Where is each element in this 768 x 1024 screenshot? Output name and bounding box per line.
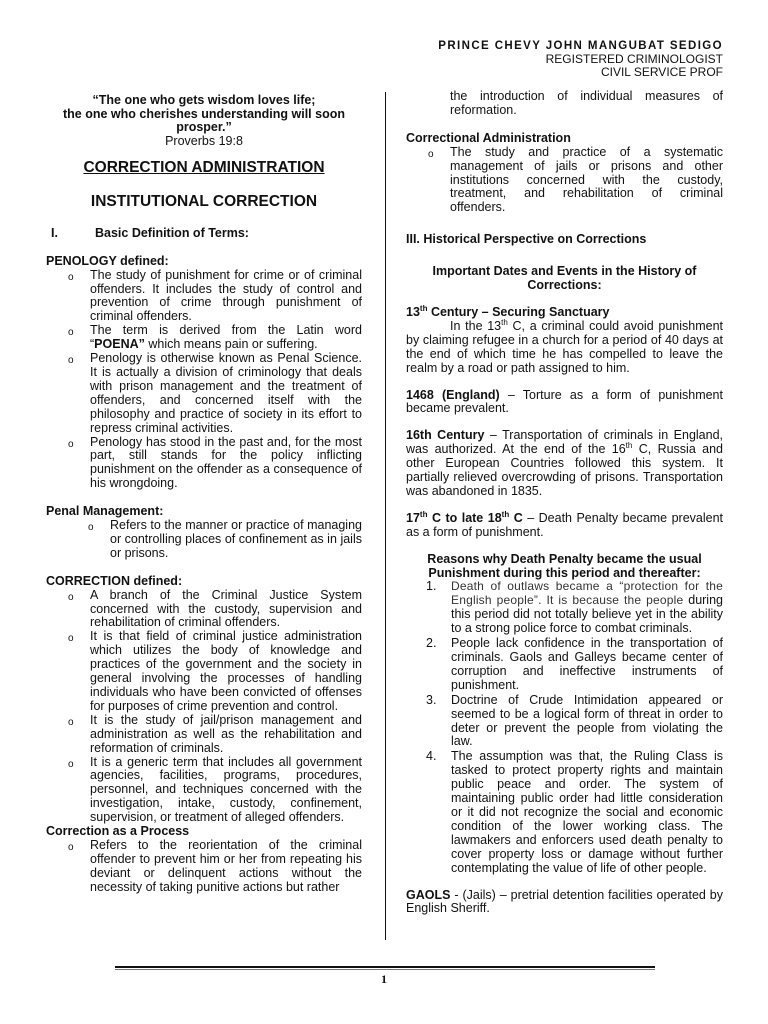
paragraph-17th-century: 17th C to late 18th C – Death Penalty became prevalent as a form of punishment. [406, 509, 724, 539]
left-column [46, 90, 362, 895]
list-item: o A branch of the Criminal Justice System concerned with the custody, supervision and rehabilitation of criminal offenders. [68, 587, 362, 630]
epigraph-reference: Proverbs 19:8 [165, 133, 243, 148]
list-item: o Penology has stood in the past and, for the most part, still stands for the policy inflicting punishment on the offender as a consequence of his wrongdoing. [68, 434, 362, 491]
footer-rule-thin [115, 969, 655, 970]
penology-list [46, 269, 362, 492]
author-credential-2: CIVIL SERVICE PROF [600, 65, 723, 79]
list-item: 3. Doctrine of Crude Intimidation appeared or seemed to be a logical form of threat in order to deter or prevent the people from violating the law. [426, 692, 723, 749]
list-item: o The term is derived from the Latin word “POENA” which means pain or suffering. [68, 323, 362, 352]
paragraph-16th-century: 16th Century – Transportation of criminals in England, was authorized. At the end of the 16th C, Russia and other European Countries followed this system. It partially relieved overcrowding of prisons. Transportation was abandoned in 1835. [406, 428, 723, 498]
correction-process-list [46, 839, 362, 895]
continuation-list [406, 90, 723, 118]
paragraph-13th-century: In the 13th C, a criminal could avoid punishment by claiming refugee in a church for a period of 40 days at the end of which time he has compelled to leave the realm by a road or path assigned to him. [406, 317, 723, 375]
term-correction: CORRECTION defined: [46, 573, 183, 588]
section-heading-3: III. Historical Perspective on Corrections [406, 232, 647, 247]
heading-13th-century: 13th Century – Securing Sanctuary [406, 303, 610, 319]
dates-heading: Important Dates and Events in the History of Corrections: [432, 264, 697, 293]
correction-list [46, 589, 362, 825]
list-item: o It is the study of jail/prison management and administration as well as the rehabilitation and reformation of criminals. [68, 712, 362, 755]
list-item: o Penology is otherwise known as Penal Science. It is actually a division of criminology that deals with prison management and the treatment of offenders, and concerned itself with the philosophy and practice of society in its effort to repress criminal activities. [68, 351, 362, 435]
right-column [406, 90, 723, 916]
penal-management-list [46, 519, 362, 561]
list-item: o Refers to the manner or practice of managing or controlling places of confinement as in jails or prisons. [88, 518, 362, 560]
list-item: 4. The assumption was that, the Ruling Class is tasked to protect property rights and maintain public peace and order. The system of maintaining public order had little consideration or it did not recognize the social and economic condition of the lower working class. The lawmakers and enforcers used death penalty to cover property loss or damage without further contemplating the value of life of other people. [426, 749, 723, 875]
author-header [438, 40, 723, 79]
author-credential: REGISTERED CRIMINOLOGIST [545, 52, 723, 66]
term-correction-process: Correction as a Process [46, 824, 190, 839]
page-number: 1 [381, 972, 387, 986]
epigraph-line-1: “The one who gets wisdom loves life; [92, 93, 316, 107]
term-penal-management: Penal Management: [46, 504, 164, 519]
document-title: CORRECTION ADMINISTRATION [83, 159, 325, 176]
paragraph-1468: 1468 (England) – Torture as a form of punishment became prevalent. [406, 387, 723, 416]
list-item: o Refers to the reorientation of the criminal offender to prevent him or her from repeating his deviant or delinquent actions without the necessity of taking punitive actions but rather [68, 837, 362, 894]
term-correctional-administration: Correctional Administration [406, 130, 571, 145]
list-item: 1. Death of outlaws became a “protection for the English people”. It is because the people during this period did not totally believe yet in the ability to a strong police force to combat criminals. [426, 579, 723, 636]
reasons-list [406, 580, 723, 875]
list-item: the introduction of individual measures of reformation. [450, 89, 723, 117]
correctional-administration-list [406, 146, 723, 216]
paragraph-gaols: GAOLS - (Jails) – pretrial detention facilities operated by English Sheriff. [406, 887, 723, 916]
reasons-heading: Reasons why Death Penalty became the usual Punishment during this period and thereafter: [427, 551, 702, 580]
column-divider [385, 92, 386, 940]
list-item: o The study of punishment for crime or of criminal offenders. It includes the study of control and prevention of crime through punishment of criminal offenders. [68, 267, 362, 324]
term-penology: PENOLOGY defined: [46, 253, 169, 268]
document-subtitle: INSTITUTIONAL CORRECTION [90, 192, 318, 210]
author-name: PRINCE CHEVY JOHN MANGUBAT SEDIGO [438, 40, 723, 52]
list-item: o It is a generic term that includes all government agencies, facilities, programs, procedures, personnel, and techniques concerned with the investigation, intake, custody, confinement, supervision, or treatment of alleged offenders. [68, 754, 362, 825]
list-item: o The study and practice of a systematic management of jails or prisons and other institutions concerned with the custody, treatment, and rehabilitation of criminal offenders. [428, 144, 723, 215]
list-item: o It is that field of criminal justice administration which utilizes the body of knowledge and practices of the government and the society in general involving the processes of handling individuals who have been convicted of offenses for purposes of crime prevention and control. [68, 629, 362, 713]
list-item: 2. People lack confidence in the transportation of criminals. Gaols and Galleys became center of corruption and ineffective instruments of punishment. [426, 636, 723, 692]
footer-rule [115, 966, 655, 968]
epigraph-line-2: the one who cherishes understanding will soon prosper.” [63, 106, 345, 134]
section-heading-1: I. Basic Definition of Terms: [51, 225, 249, 240]
